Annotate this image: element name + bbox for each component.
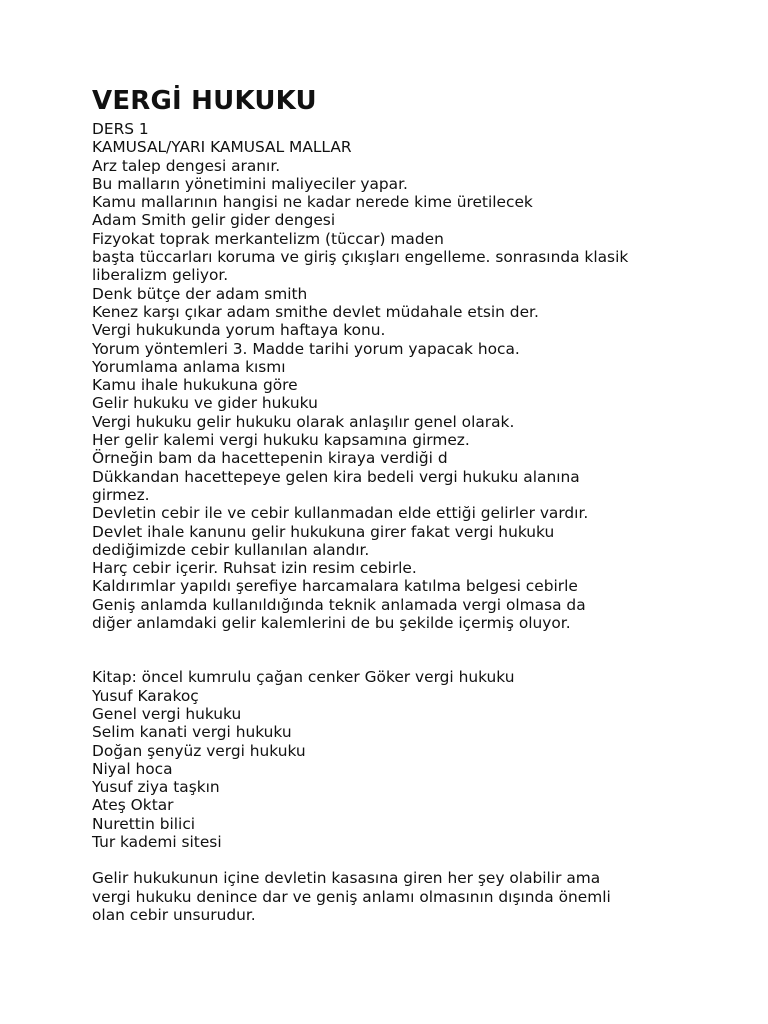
spacer xyxy=(92,851,692,869)
text-line: Dükkandan hacettepeye gelen kira bedeli vergi hukuku alanına xyxy=(92,467,580,486)
book-list-item: Niyal hoca xyxy=(92,759,173,778)
text-line: Kenez karşı çıkar adam smithe devlet müdahale etsin der. xyxy=(92,302,539,321)
document-title: VERGİ HUKUKU xyxy=(92,86,317,116)
text-line: girmez. xyxy=(92,485,150,504)
text-line: Bu malların yönetimini maliyeciler yapar. xyxy=(92,174,408,193)
text-line: Devletin cebir ile ve cebir kullanmadan elde ettiği gelirler vardır. xyxy=(92,504,589,523)
text-line: Fizyokat toprak merkantelizm (tüccar) maden xyxy=(92,229,444,248)
text-line: Arz talep dengesi aranır. xyxy=(92,156,281,175)
text-line: Her gelir kalemi vergi hukuku kapsamına girmez. xyxy=(92,431,470,450)
text-line: Geniş anlamda kullanıldığında teknik anlamada vergi olmasa da xyxy=(92,595,586,614)
text-line: Kaldırımlar yapıldı şerefiye harcamalara katılma belgesi cebirle xyxy=(92,577,578,596)
book-list-item: Selim kanati vergi hukuku xyxy=(92,723,292,742)
book-list-item: Yusuf ziya taşkın xyxy=(92,778,220,797)
text-line: DERS 1 xyxy=(92,120,149,138)
text-line: liberalizm geliyor. xyxy=(92,266,229,285)
text-line: Örneğin bam da hacettepenin kiraya verdiği d xyxy=(92,449,448,468)
section-lecture-notes xyxy=(92,120,692,632)
text-line: Adam Smith gelir gider dengesi xyxy=(92,211,336,230)
text-line: olan cebir unsurudur. xyxy=(92,905,256,924)
text-line: Yorumlama anlama kısmı xyxy=(92,357,286,376)
book-list-item: Ateş Oktar xyxy=(92,796,174,815)
text-line: başta tüccarları koruma ve giriş çıkışları engelleme. sonrasında klasik xyxy=(92,248,629,267)
text-line: Kamu ihale hukukuna göre xyxy=(92,376,298,395)
spacer xyxy=(92,632,692,668)
text-line: Vergi hukukunda yorum haftaya konu. xyxy=(92,321,386,340)
book-list-item: Tur kademi sitesi xyxy=(92,832,222,851)
text-line: dediğimizde cebir kullanılan alandır. xyxy=(92,540,370,559)
text-line: diğer anlamdaki gelir kalemlerini de bu şekilde içermiş oluyor. xyxy=(92,614,571,633)
text-line: Yorum yöntemleri 3. Madde tarihi yorum yapacak hoca. xyxy=(92,339,520,358)
section-closing-paragraph xyxy=(92,869,692,924)
text-line: Devlet ihale kanunu gelir hukukuna girer fakat vergi hukuku xyxy=(92,522,555,541)
book-list-item: Nurettin bilici xyxy=(92,814,196,833)
document-page xyxy=(92,84,692,924)
text-line: Denk bütçe der adam smith xyxy=(92,284,308,303)
book-list-item: Doğan şenyüz vergi hukuku xyxy=(92,741,306,760)
section-book-list xyxy=(92,668,692,851)
text-line: vergi hukuku denince dar ve geniş anlamı olmasının dışında önemli xyxy=(92,887,611,906)
document-body xyxy=(92,120,692,924)
text-line: Vergi hukuku gelir hukuku olarak anlaşılır genel olarak. xyxy=(92,412,515,431)
text-line: Gelir hukukunun içine devletin kasasına giren her şey olabilir ama xyxy=(92,869,601,888)
text-line: KAMUSAL/YARI KAMUSAL MALLAR xyxy=(92,138,352,157)
book-list-item: Genel vergi hukuku xyxy=(92,704,242,723)
book-list-item: Yusuf Karakoç xyxy=(92,686,199,705)
text-line: Gelir hukuku ve gider hukuku xyxy=(92,394,318,413)
text-line: Harç cebir içerir. Ruhsat izin resim cebirle. xyxy=(92,559,417,578)
book-list-item: Kitap: öncel kumrulu çağan cenker Göker vergi hukuku xyxy=(92,668,515,687)
text-line: Kamu mallarının hangisi ne kadar nerede kime üretilecek xyxy=(92,193,533,212)
